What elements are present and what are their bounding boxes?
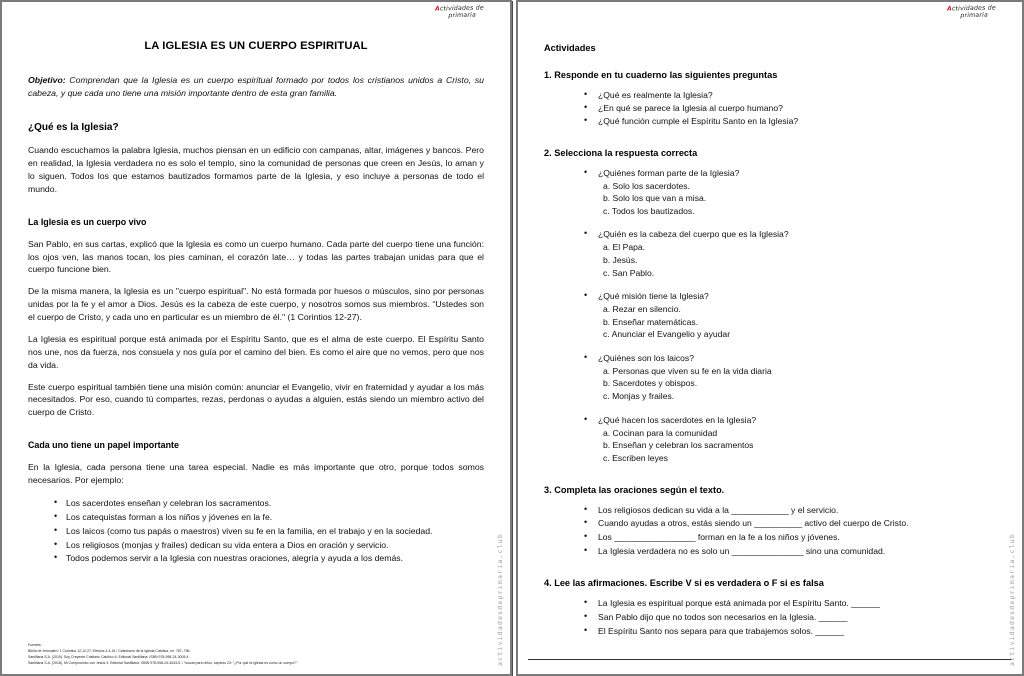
option-item[interactable]: c. Anunciar el Evangelio y ayudar xyxy=(603,329,731,340)
objective-label: Objetivo: xyxy=(28,75,66,85)
list-item: • ¿Qué función cumple el Espíritu Santo en la Iglesia? xyxy=(584,115,996,128)
objective-text: Comprendan que la Iglesia es un cuerpo espiritual formado por todos los cristianos unidos a Cristo, su cabeza, y que cada uno tiene una misión importante dentro de esta gran familia. xyxy=(28,75,484,98)
brand-logo xyxy=(435,5,484,19)
paragraph-living-body-4: Este cuerpo espiritual también tiene una misión común: anunciar el Evangelio, vivir en fraternidad y ayudar a los más necesitados. Por eso, cuando tú compartes, rezas, perdonas o ayudas a alguien, estás siendo un miembro activo del cuerpo de Cristo. xyxy=(28,381,484,418)
list-item: • ¿Qué es realmente la Iglesia? xyxy=(584,89,996,102)
source-entry: Santillana S.A. (2015). Soy Creyente Cristiano Católico 6. Editorial Santillana. ISBN 978-958-24-3005-4. xyxy=(28,654,190,659)
website-watermark-right: actividadesdeprimaria.club xyxy=(1008,533,1016,666)
subheading-everyone-role: Cada uno tiene un papel importante xyxy=(28,440,179,451)
activity-2-question-list xyxy=(544,167,996,465)
activity-1-heading: 1. Responde en tu cuaderno las siguientes preguntas xyxy=(544,70,778,80)
option-item[interactable]: a. Rezar en silencio. xyxy=(603,304,681,315)
list-item[interactable]: • San Pablo dijo que no todos son necesarios en la Iglesia. ______ xyxy=(584,611,996,624)
option-item[interactable]: b. Jesús. xyxy=(603,254,638,265)
activity-2-heading: 2. Selecciona la respuesta correcta xyxy=(544,147,698,158)
worksheet-page-right xyxy=(516,0,1024,676)
list-item[interactable]: • Los _________________ forman en la fe a los niños y jóvenes. xyxy=(584,531,996,544)
list-item: • ¿En qué se parece la Iglesia al cuerpo humano? xyxy=(584,102,996,115)
activities-title: Actividades xyxy=(544,43,596,53)
option-item[interactable]: a. El Papa. xyxy=(603,242,646,253)
option-item[interactable]: c. Escriben leyes xyxy=(603,452,668,463)
option-item[interactable]: c. Todos los bautizados. xyxy=(603,205,695,216)
brand-initial: A xyxy=(434,5,441,13)
bottom-rule xyxy=(528,659,1012,660)
activity-4-heading: 4. Lee las afirmaciones. Escribe V si es verdadera o F si es falsa xyxy=(544,578,824,589)
list-item[interactable]: • Cuando ayudas a otros, estás siendo un __________ activo del cuerpo de Cristo. xyxy=(584,517,996,530)
brand-line-2: primaria xyxy=(960,11,989,19)
list-item xyxy=(584,167,996,218)
brand-initial: A xyxy=(946,5,953,13)
page-title: LA IGLESIA ES UN CUERPO ESPIRITUAL xyxy=(144,40,368,52)
paragraph-what-is-church: Cuando escuchamos la palabra Iglesia, muchos piensan en un edificio con campanas, altar, imágenes y bancos. Pero en realidad, la Iglesia verdadera no es solo el templo, sino la comunidad de personas que creen en Jesús, lo aman y lo siguen. Todos los que estamos bautizados formamos parte de la Iglesia, y eso incluye a personas de todo el mundo. xyxy=(28,145,484,194)
list-item: • Los catequistas forman a los niños y jóvenes en la fe. xyxy=(54,511,484,524)
paragraph-living-body-2: De la misma manera, la Iglesia es un "cuerpo espiritual". No está formada por huesos o músculos, sino por personas unidas por la fe y el amor a Dios. Jesús es la cabeza de este cuerpo, y nosotros somos sus miembros. “Ustedes son el cuerpo de Cristo, y cada uno en particular es un miembro de él." (1 Corintios 12-27). xyxy=(28,286,484,323)
list-item xyxy=(584,352,996,403)
question-text: ¿Quién es la cabeza del cuerpo que es la Iglesia? xyxy=(598,229,789,240)
list-item xyxy=(584,228,996,279)
list-item xyxy=(584,290,996,341)
list-item[interactable]: • La Iglesia es espiritual porque está animada por el Espíritu Santo. ______ xyxy=(584,597,996,610)
question-text: ¿Qué hacen los sacerdotes en la Iglesia? xyxy=(598,414,757,425)
option-list xyxy=(598,427,996,465)
option-item[interactable]: a. Solo los sacerdotes. xyxy=(603,180,690,191)
option-item[interactable]: b. Enseñan y celebran los sacramentos xyxy=(603,440,754,451)
website-watermark-left: actividadesdeprimaria.club xyxy=(496,533,504,666)
list-item[interactable]: • Los religiosos dedican su vida a la ____________ y el servicio. xyxy=(584,504,996,517)
list-item: • Los religiosos (monjas y frailes) dedican su vida entera a Dios en oración y servicio. xyxy=(54,539,484,552)
brand-logo xyxy=(947,5,996,19)
option-list xyxy=(598,180,996,218)
option-list xyxy=(598,303,996,341)
option-list xyxy=(598,365,996,403)
sources-label: Fuentes: xyxy=(28,642,42,647)
list-item[interactable]: • El Espíritu Santo nos separa para que trabajemos solos. ______ xyxy=(584,625,996,638)
brand-line-1-rest: ctividades de xyxy=(951,4,996,13)
list-item[interactable]: • La Iglesia verdadera no es solo un _______________ sino una comunidad. xyxy=(584,545,996,558)
question-text: ¿Quiénes forman parte de la Iglesia? xyxy=(598,167,740,178)
activity-3-fill-in-list xyxy=(544,504,996,559)
activity-4-true-false-list xyxy=(544,597,996,638)
option-item[interactable]: b. Enseñar matemáticas. xyxy=(603,316,699,327)
objective-paragraph xyxy=(28,74,484,99)
option-item[interactable]: b. Sacerdotes y obispos. xyxy=(603,378,698,389)
section-heading-what-is-church: ¿Qué es la Iglesia? xyxy=(28,122,119,134)
source-entry: Santillana S.A. (2018). Mi Compromiso con Jesús 3. Editorial Santillana. ISBN 978-958-24-3433-5. / Youcat para niños, capítulo 23: "¿Por qué la Iglesia es como un cuerpo?". xyxy=(28,660,299,665)
option-list xyxy=(598,241,996,279)
list-item: • Los laicos (como tus papás o maestros) viven su fe en la familia, en el trabajo y en la sociedad. xyxy=(54,525,484,538)
option-item[interactable]: c. Monjas y frailes. xyxy=(603,391,675,402)
source-entry: Biblia de Jerusalén: 1 Corintios 12,12-27; Efesios 4,4-16 / Catecismo de la Iglesia Católica, nn. 787–796. xyxy=(28,648,191,653)
question-text: ¿Qué misión tiene la Iglesia? xyxy=(598,291,709,302)
list-item: • Los sacerdotes enseñan y celebran los sacramentos. xyxy=(54,497,484,510)
question-text: ¿Quiénes son los laicos? xyxy=(598,352,695,363)
option-item[interactable]: c. San Pablo. xyxy=(603,267,655,278)
activity-1-question-list xyxy=(544,89,996,128)
brand-line-2: primaria xyxy=(448,11,477,19)
option-item[interactable]: a. Cocinan para la comunidad xyxy=(603,427,718,438)
paragraph-everyone-role: En la Iglesia, cada persona tiene una tarea especial. Nadie es más importante que otro, porque todos somos necesarios. Por ejemplo: xyxy=(28,462,484,486)
list-item xyxy=(584,414,996,465)
activity-3-heading: 3. Completa las oraciones según el texto. xyxy=(544,484,725,495)
roles-bullet-list xyxy=(28,497,484,565)
option-item[interactable]: b. Solo los que van a misa. xyxy=(603,193,707,204)
sources-block xyxy=(28,642,480,667)
paragraph-living-body-1: San Pablo, en sus cartas, explicó que la Iglesia es como un cuerpo humano. Cada parte del cuerpo tiene una función: los ojos ven, las manos tocan, los pies caminan, el corazón late… y todas las partes trabajan unidas para que el cuerpo funcione bien. xyxy=(28,238,484,275)
subheading-living-body: La Iglesia es un cuerpo vivo xyxy=(28,216,147,227)
option-item[interactable]: a. Personas que viven su fe en la vida diaria xyxy=(603,365,772,376)
brand-line-1-rest: ctividades de xyxy=(439,4,484,13)
list-item: • Todos podemos servir a la Iglesia con nuestras oraciones, alegría y ayuda a los demás. xyxy=(54,552,484,565)
paragraph-living-body-3: La Iglesia es espiritual porque está animada por el Espíritu Santo, que es el alma de este cuerpo. El Espíritu Santo nos une, nos da fuerza, nos consuela y nos guía por el camino del bien. Es como el aire que no vemos, pero que nos da vida. xyxy=(28,333,484,370)
